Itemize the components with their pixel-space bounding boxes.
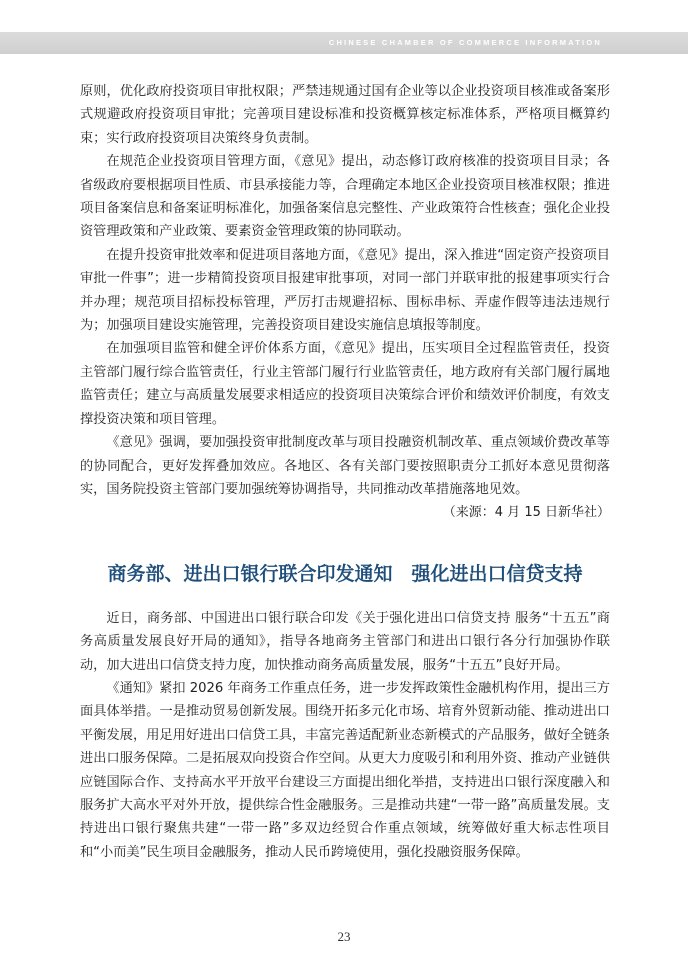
article1-source: （来源：4 月 15 日新华社）: [442, 505, 610, 521]
header-publication-name: CHINESE CHAMBER OF COMMERCE INFORMATION: [328, 38, 602, 47]
article1-paragraph-5: 《意见》强调，要加强投资审批制度改革与项目投融资机制改革、重点领域价费改革等的协同配合，更好发挥叠加效应。各地区、各有关部门要按照职责分工抓好本意见贯彻落实，国务院投资主管部门要加强统筹协调指导，共同推动改革措施落地见效。: [80, 435, 610, 497]
page-content: [80, 80, 610, 864]
article2-paragraph-1: 近日，商务部、中国进出口银行联合印发《关于强化进出口信贷支持 服务“十五五”商务高质量发展良好开局的通知》，指导各地商务主管部门和进出口银行各分行加强协作联动，加大进出口信贷支持力度，加快推动商务高质量发展，服务“十五五”良好开局。: [80, 610, 610, 673]
header-band: [0, 32, 688, 54]
article1-paragraph-1: 原则，优化政府投资项目审批权限；严禁违规通过国有企业等以企业投资项目核准或备案形式规避政府投资项目审批；完善项目建设标准和投资概算核定标准体系，严格项目概算约束；实行政府投资项目决策终身负责制。: [80, 84, 610, 146]
page-number: 23: [337, 929, 351, 944]
article1-paragraph-4: 在加强项目监管和健全评价体系方面，《意见》提出，压实项目全过程监管责任，投资主管部门履行综合监管责任，行业主管部门履行行业监管责任，地方政府有关部门履行属地监管责任；建立与高质量发展要求相适应的投资项目决策综合评价和绩效评价制度，有效支撑投资决策和项目管理。: [80, 341, 610, 427]
article2-paragraph-2: 《通知》紧扣 2026 年商务工作重点任务，进一步发挥政策性金融机构作用，提出三方面具体举措。一是推动贸易创新发展。围绕开拓多元化市场、培育外贸新动能、推动进出口平衡发展，用足用好进出口信贷工具，丰富完善适配新业态新模式的产品服务，做好全链条进出口服务保障。二是拓展双向投资合作空间。从更大力度吸引和利用外资、推动产业链供应链国际合作、支持高水平开放平台建设三方面提出细化举措，支持进出口银行深度融入和服务扩大高水平对外开放，提供综合性金融服务。三是推动共建“一带一路”高质量发展。支持进出口银行聚焦共建“一带一路”多双边经贸合作重点领域，统筹做好重大标志性项目和“小而美”民生项目金融服务，推动人民币跨境使用，强化投融资服务保障。: [80, 680, 610, 860]
article1-paragraph-2: 在规范企业投资项目管理方面，《意见》提出，动态修订政府核准的投资项目目录；各省级政府要根据项目性质、市县承接能力等，合理确定本地区企业投资项目核准权限；推进项目备案信息和备案证明标准化，加强备案信息完整性、产业政策符合性核查；强化企业投资管理政策和产业政策、要素资金管理政策的协同联动。: [80, 154, 610, 240]
article2-title: 商务部、进出口银行联合印发通知 强化进出口信贷支持: [107, 562, 583, 585]
article1-paragraph-3: 在提升投资审批效率和促进项目落地方面，《意见》提出，深入推进“固定资产投资项目审批一件事”；进一步精简投资项目报建审批事项，对同一部门并联审批的报建事项实行合并办理；规范项目招标投标管理，严厉打击规避招标、围标串标、弄虚作假等违法违规行为；加强项目建设实施管理，完善投资项目建设实施信息填报等制度。: [80, 247, 610, 334]
